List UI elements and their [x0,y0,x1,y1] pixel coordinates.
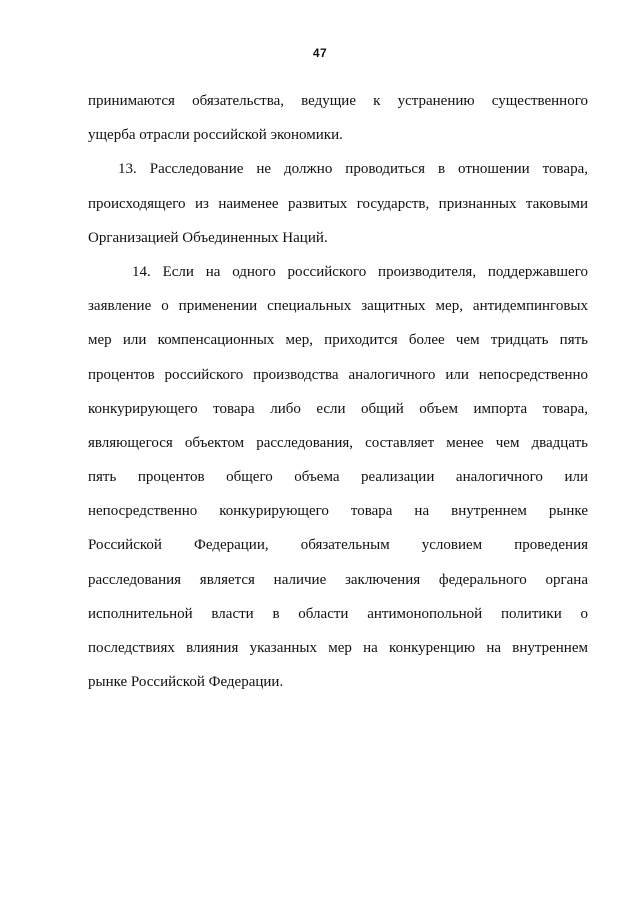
page-number: 47 [312,46,328,60]
text-line: непосредственно конкурирующего товара на внутреннем рынке [88,503,588,520]
text-line: мер или компенсационных мер, приходится более чем тридцать пять [88,332,588,349]
text-line: процентов российского производства аналогичного или непосредственно [88,366,588,383]
text-line: Организацией Объединенных Наций. [88,229,328,246]
paragraph-14 [88,255,588,699]
text-line: расследования является наличие заключения федерального органа [88,571,588,588]
text-line: 13. Расследование не должно проводиться в отношении товара, [118,161,588,178]
text-line: ущерба отрасли российской экономики. [88,127,343,144]
text-line: пять процентов общего объема реализации аналогичного или [88,469,588,486]
text-line: заявление о применении специальных защитных мер, антидемпинговых [88,298,588,315]
text-line: Российской Федерации, обязательным условием проведения [88,537,588,554]
text-line: 14. Если на одного российского производителя, поддержавшего [132,263,588,280]
text-line: последствиях влияния указанных мер на конкуренцию на внутреннем [88,640,588,656]
paragraph-13 [88,152,588,255]
text-line: исполнительной власти в области антимонопольной политики о [88,605,588,622]
text-line: являющегося объектом расследования, составляет менее чем двадцать [88,434,588,451]
text-line: происходящего из наименее развитых государств, признанных таковыми [88,195,588,212]
text-line: принимаются обязательства, ведущие к устранению существенного [88,93,588,109]
text-line: конкурирующего товара либо если общий объем импорта товара, [88,400,588,417]
document-body [88,84,588,699]
paragraph [88,84,588,152]
text-line: рынке Российской Федерации. [88,674,284,691]
